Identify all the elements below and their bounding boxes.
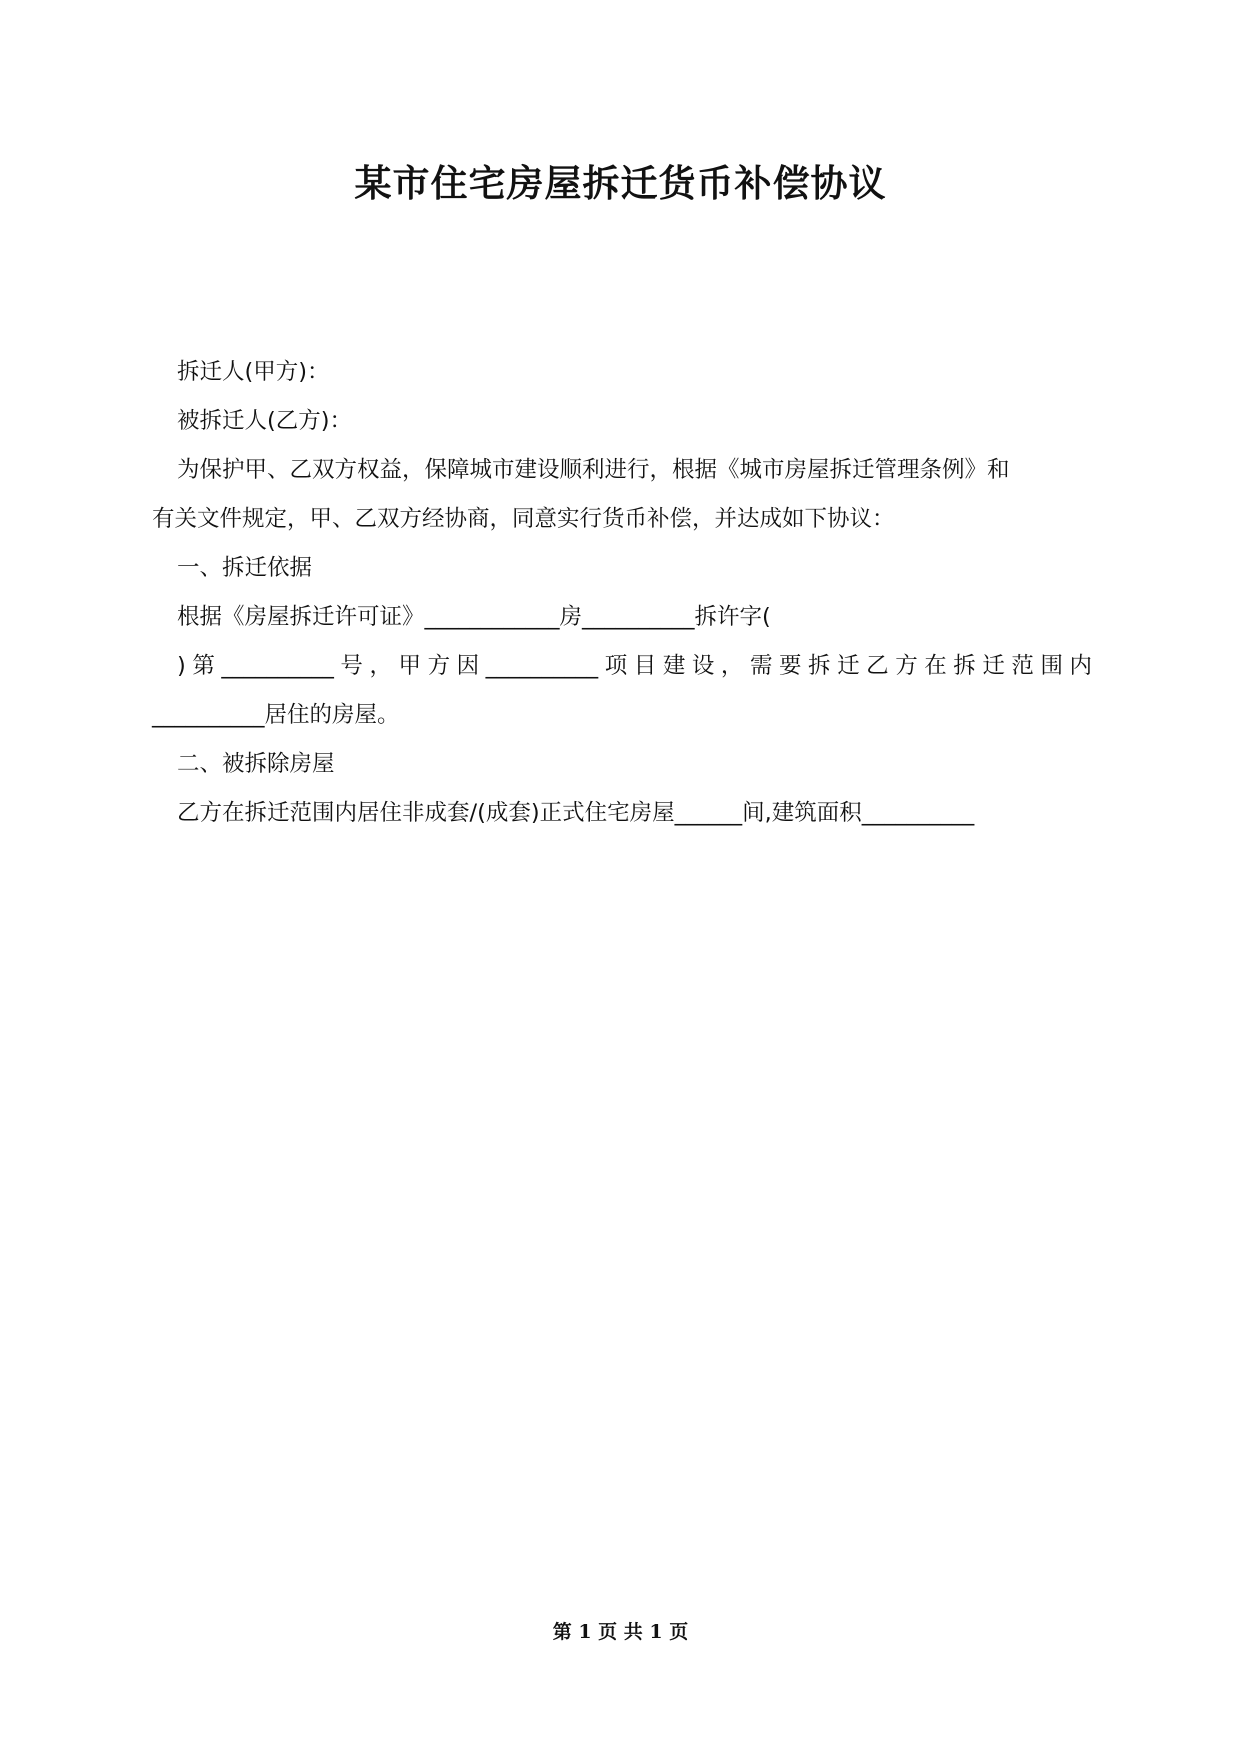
basis-line-2: )第__________号，甲方因__________项目建设，需要拆迁乙方在拆迁范围内 [177, 653, 1092, 679]
document-title: 某市住宅房屋拆迁货币补偿协议 [354, 162, 887, 205]
basis-line-3: __________居住的房屋。 [152, 702, 400, 728]
document-body [152, 348, 1092, 838]
party-b-line: 被拆迁人(乙方)： [177, 408, 353, 434]
section-heading-basis: 一、拆迁依据 [177, 555, 313, 581]
intro-paragraph-line-2: 有关文件规定，甲、乙双方经协商，同意实行货币补偿，并达成如下协议： [152, 506, 895, 532]
house-line-1: 乙方在拆迁范围内居住非成套/(成套)正式住宅房屋______间,建筑面积__________ [177, 800, 975, 826]
page-footer [0, 1617, 1241, 1647]
section-heading-house: 二、被拆除房屋 [177, 751, 335, 777]
page-number-label: 第 1 页 共 1 页 [552, 1621, 689, 1643]
party-a-line: 拆迁人(甲方)： [177, 359, 330, 385]
basis-line-1: 根据《房屋拆迁许可证》____________房__________拆许字( [177, 604, 771, 630]
intro-paragraph-line-1: 为保护甲、乙双方权益，保障城市建设顺利进行，根据《城市房屋拆迁管理条例》和 [177, 457, 1010, 483]
